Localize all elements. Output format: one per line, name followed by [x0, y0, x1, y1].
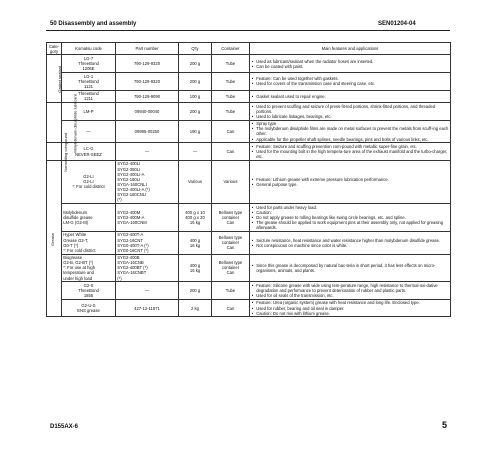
- features-list: [251, 205, 449, 231]
- komatsu-code-cell: G2-S ThreeBond 1855: [62, 282, 116, 300]
- container-cell: Tube: [212, 55, 250, 73]
- feature-item: • Seizure resistance, heat resistance and water resistance higher than molybdenum disulfide grease.: [251, 238, 449, 243]
- column-header-qty: Q'ty: [179, 43, 212, 55]
- page-number: 5: [442, 420, 448, 430]
- features-list: [251, 104, 449, 119]
- column-header-container: Container: [212, 43, 250, 55]
- category-label: Gasket sealant: [56, 65, 62, 93]
- features-list: [251, 121, 449, 142]
- container-cell: Various: [212, 160, 250, 203]
- features-list: [251, 283, 449, 298]
- feature-item: • Applicable for the propeller shaft splines, needle bearings, pins and bolts of various links, etc.: [251, 137, 449, 142]
- feature-item: • Caution:: [251, 210, 449, 215]
- features-list: [251, 59, 449, 69]
- document-code: SEN01204-04: [378, 21, 416, 27]
- feature-item: • General purpose type.: [251, 182, 449, 187]
- feature-item: • Used for rubber, bearing and oil seal in damper.: [251, 306, 449, 311]
- feature-item: • Used for parts under heavy load.: [251, 205, 449, 210]
- table-row: [47, 282, 451, 300]
- container-cell: Can: [212, 143, 250, 161]
- container-cell: Bellows type container Can: [212, 204, 250, 232]
- qty-cell: 400 g 16 kg: [179, 231, 212, 254]
- feature-item: • Gasket sealant used to repair engine.: [251, 94, 449, 99]
- feature-item: • Not conspicuous on machine since color is white.: [251, 243, 449, 248]
- container-cell: Tube: [212, 90, 250, 102]
- qty-cell: 400 g 16 kg: [179, 254, 212, 282]
- part-number-cell: 427-12-11871: [116, 299, 179, 317]
- category-label: Molybdenum disulphide lubricant: [72, 93, 78, 153]
- category-cell-gasket-sealant: [47, 55, 62, 103]
- features-list: [251, 144, 449, 159]
- feature-item: • Caution: Do not mix with lithium grease.: [251, 311, 449, 316]
- part-number-cell: 790-129-9320: [116, 73, 179, 91]
- table-header-row: [47, 43, 451, 55]
- features-cell: [250, 254, 451, 282]
- part-number-cell: SYG2-400B SYGA-16CNB SYG2-400BT (*) SYGA-16CNBT (*): [116, 254, 179, 282]
- header-rule: [46, 30, 450, 31]
- features-cell: [250, 103, 451, 121]
- container-cell: Can: [212, 120, 250, 143]
- komatsu-code-cell: —: [62, 120, 116, 143]
- container-cell: Tube: [212, 282, 250, 300]
- feature-item: • Feature: Can be used together with gaskets.: [251, 76, 449, 81]
- feature-item: • Feature: Silicone grease with wide using tem-perature range, high resistance to thermal-oxi-dative degradation and performance to prevent deterioration of rubber and plastic parts.: [251, 283, 449, 293]
- feature-item: • Used to lubricate linkages, bearings, etc.: [251, 114, 449, 119]
- container-cell: Tube: [212, 103, 250, 121]
- table-row: [47, 160, 451, 203]
- container-cell: Can: [212, 299, 250, 317]
- komatsu-code-cell: LG-7 ThreeBond 1206E: [62, 55, 116, 73]
- part-number-cell: —: [116, 282, 179, 300]
- column-header-komatsu-code: Komatsu code: [62, 43, 116, 55]
- feature-item: • The grease should be applied to work equipment pins at their assembly only, not applied for greasing afterwards.: [251, 220, 449, 230]
- table-row: [47, 254, 451, 282]
- part-number-cell: SYG2-400M SYG2-400M-A SYGA-160CNM: [116, 204, 179, 232]
- part-number-cell: 09940-00040: [116, 103, 179, 121]
- features-cell: [250, 204, 451, 232]
- komatsu-code-cell: Hyper White Grease G2-T, G0-T (*) *: For cold district: [62, 231, 116, 254]
- part-number-cell: 790-129-9320: [116, 55, 179, 73]
- qty-cell: 100 g: [179, 90, 212, 102]
- qty-cell: 200 g: [179, 55, 212, 73]
- features-cell: [250, 120, 451, 143]
- features-cell: [250, 90, 451, 102]
- materials-table: [46, 42, 451, 317]
- komatsu-code-cell: Molybdenum disulfide grease LM-G (G2-M): [62, 204, 116, 232]
- category-label: Grease: [50, 232, 56, 246]
- komatsu-code-cell: ThreeBond 1211: [62, 90, 116, 102]
- qty-cell: —: [179, 143, 212, 161]
- section-title: 50 Disassembly and assembly: [50, 21, 137, 27]
- feature-item: • Can be coated with paint.: [251, 64, 449, 69]
- qty-cell: Various: [179, 160, 212, 203]
- features-list: [251, 94, 449, 99]
- feature-item: • Used as lubricant/sealant when the radiator hoses are inserted.: [251, 59, 449, 64]
- qty-cell: 190 g: [179, 120, 212, 143]
- table-row: [47, 299, 451, 317]
- komatsu-code-cell: LC-G NEVER-SEEZ: [62, 143, 116, 161]
- table-row: [47, 204, 451, 232]
- features-list: [251, 177, 449, 187]
- komatsu-code-cell: G2-U-S ENS grease: [62, 299, 116, 317]
- feature-item: • Do not apply grease to rolling bearings like swing circle bearings, etc. and spline.: [251, 215, 449, 220]
- container-cell: Bellows type container Can: [212, 231, 250, 254]
- feature-item: • The molybdenum disulphide films are made on metal surfaces to prevent the metals from scuff-ing each other.: [251, 126, 449, 136]
- container-cell: Tube: [212, 73, 250, 91]
- table-row: [47, 120, 451, 143]
- features-cell: [250, 231, 451, 254]
- komatsu-code-cell: Biogrease G2-B, G2-BT (*) *: For use at high temperature and under high load: [62, 254, 116, 282]
- features-list: [251, 263, 449, 273]
- part-number-cell: SYG2-400LI SYG2-350LI SYG2-400LI-A SYG2-160LI SYGA-160CNLI SYG2-400LI-A (*) SYG2-160CNLI (*): [116, 160, 179, 203]
- table-row: [47, 90, 451, 102]
- features-cell: [250, 160, 451, 203]
- feature-item: • Used to prevent scuffing and seizure of press-fit-ted portions, shrink-fitted portions, and threaded portions.: [251, 104, 449, 114]
- container-cell: Bellows type container Can: [212, 254, 250, 282]
- features-cell: [250, 143, 451, 161]
- part-number-cell: 790-129-9090: [116, 90, 179, 102]
- feature-item: • Feature: Seizure and scuffing prevention com-pound with metallic super-fine grain, etc.: [251, 144, 449, 149]
- features-cell: [250, 55, 451, 73]
- column-header-category: Cate- gory: [47, 43, 62, 55]
- features-cell: [250, 299, 451, 317]
- features-cell: [250, 73, 451, 91]
- komatsu-code-cell: G2-LI G2-LI *: For cold district: [62, 160, 116, 203]
- table-row: [47, 55, 451, 73]
- qty-cell: 200 g: [179, 282, 212, 300]
- table-row: [47, 73, 451, 91]
- feature-item: • Feature: Lithium grease with extreme pressure lubrication performance.: [251, 177, 449, 182]
- part-number-cell: 09995-00250: [116, 120, 179, 143]
- features-list: [251, 238, 449, 248]
- qty-cell: 400 g x 10 400 g x 20 16 kg: [179, 204, 212, 232]
- feature-item: • Spray type: [251, 121, 449, 126]
- feature-item: • Used for oil seals of the transmission, etc.: [251, 293, 449, 298]
- category-label: Nonsetting compound: [63, 132, 69, 172]
- features-list: [251, 76, 449, 86]
- part-number-cell: —: [116, 143, 179, 161]
- qty-cell: 200 g: [179, 73, 212, 91]
- komatsu-code-cell: LM-P: [62, 103, 116, 121]
- qty-cell: 200 g: [179, 103, 212, 121]
- feature-item: • Feature: Urea (organic system) grease with heat resistance and long life. Enclosed type.: [251, 300, 449, 305]
- komatsu-code-cell: LG-1 ThreeBond 1121: [62, 73, 116, 91]
- feature-item: • Used for the mounting bolt in the high tempera-ture area of the exhaust manifold and the turbo-charger, etc.: [251, 149, 449, 159]
- category-cell-nonsetting: [47, 132, 69, 172]
- model-number: D155AX-6: [50, 424, 79, 430]
- column-header-part-number: Part number: [116, 43, 179, 55]
- category-cell-grease: [47, 160, 62, 317]
- features-list: [251, 300, 449, 315]
- feature-item: • Since this grease is decomposed by natural bac-teria in short period, it has less effects on micro-organisms, animals, and plants.: [251, 263, 449, 273]
- table-row: [47, 231, 451, 254]
- feature-item: • Used for covers of the transmission case and steering case, etc.: [251, 81, 449, 86]
- qty-cell: 2 kg: [179, 299, 212, 317]
- features-cell: [250, 282, 451, 300]
- table-row: [47, 103, 451, 121]
- part-number-cell: SYG2-400T-A SYG2-16CNT SYG0-400T-A (*) SYG0-16CNT (*): [116, 231, 179, 254]
- column-header-features: Main features and applications: [250, 43, 451, 55]
- table-row: [47, 143, 451, 161]
